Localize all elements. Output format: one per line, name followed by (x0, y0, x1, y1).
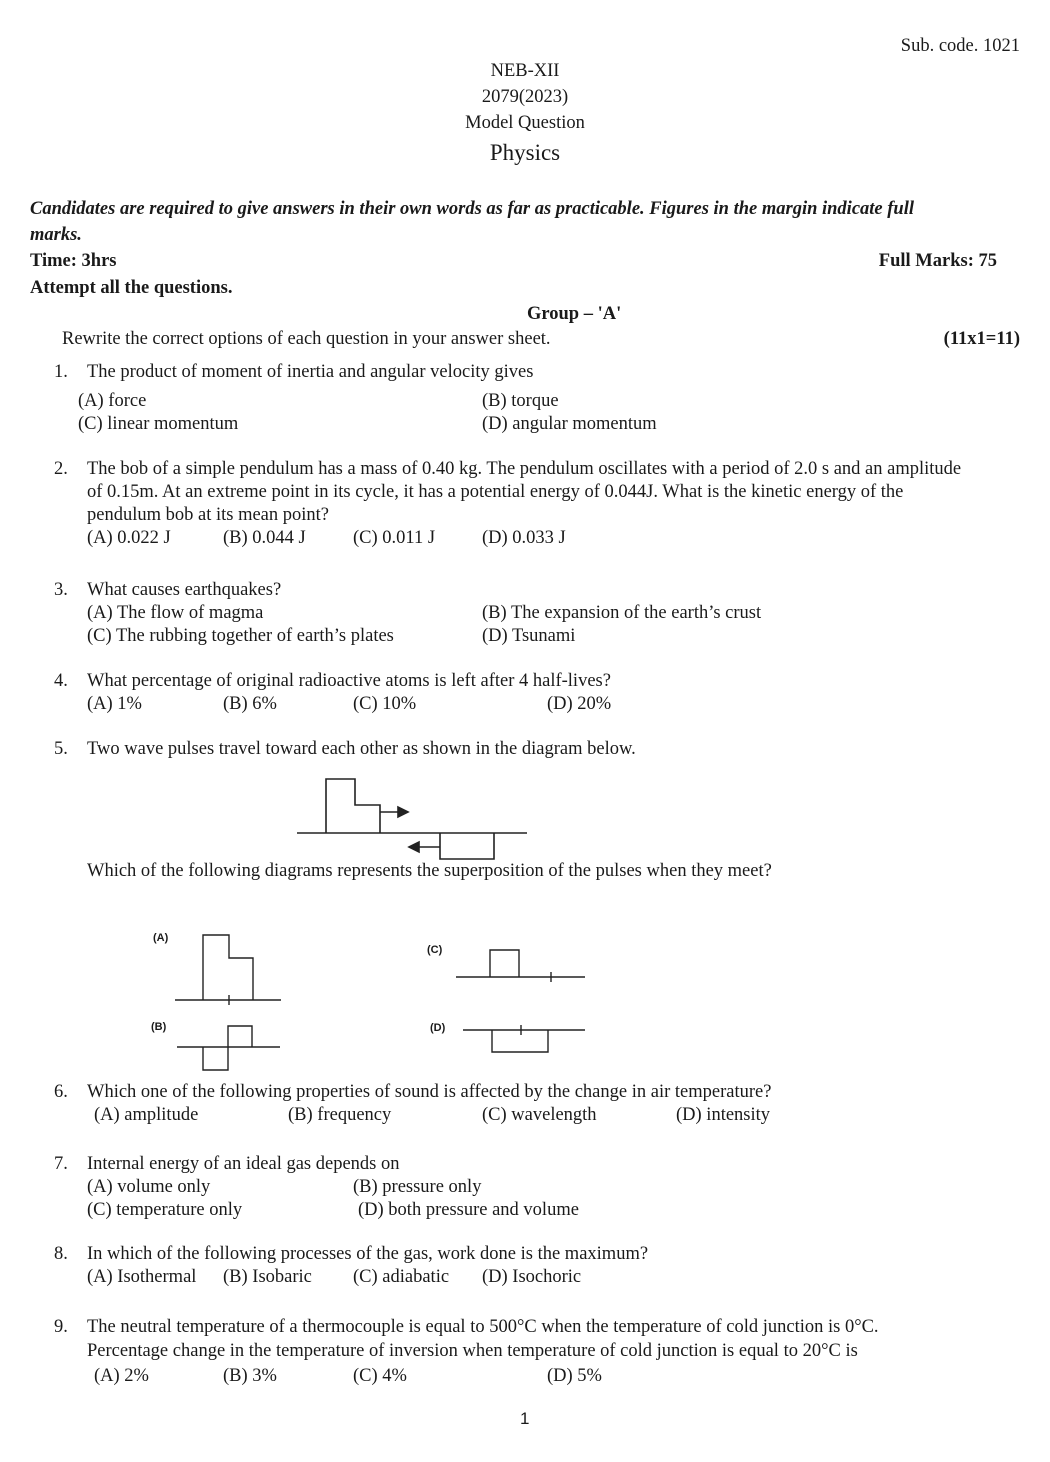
option-d: (D) Tsunami (482, 626, 576, 646)
question-text-line-3: pendulum bob at its mean point? (87, 505, 329, 525)
option-d: (D) 0.033 J (482, 528, 566, 548)
question-text: In which of the following processes of the gas, work done is the maximum? (87, 1244, 649, 1264)
option-b: (B) Isobaric (223, 1267, 312, 1287)
figure-label-d: (D) (430, 1022, 446, 1034)
question-number: 5. (54, 739, 68, 759)
group-title: Group – 'A' (527, 304, 622, 324)
option-c: (C) temperature only (87, 1200, 243, 1220)
question-text: Which one of the following properties of sound is affected by the change in air temperature? (87, 1082, 772, 1102)
option-b: (B) The expansion of the earth’s crust (482, 603, 762, 623)
figure-label-c: (C) (427, 944, 443, 956)
option-c: (C) 10% (353, 694, 417, 714)
option-c: (C) The rubbing together of earth’s plates (87, 626, 394, 646)
board-name: NEB-XII (490, 61, 560, 81)
exam-type: Model Question (465, 113, 585, 133)
subject-code: Sub. code. 1021 (900, 36, 1020, 56)
question-text-line-1: The neutral temperature of a thermocouple is equal to 500°C when the temperature of cold junction is 0°C. (87, 1317, 879, 1337)
question-number: 4. (54, 671, 68, 691)
question-text: What percentage of original radioactive atoms is left after 4 half-lives? (87, 671, 611, 691)
option-c: (C) 4% (353, 1366, 407, 1386)
option-c: (C) adiabatic (353, 1267, 450, 1287)
option-d: (D) intensity (676, 1105, 771, 1125)
question-number: 7. (54, 1154, 68, 1174)
question-text-line-1: The bob of a simple pendulum has a mass of 0.40 kg. The pendulum oscillates with a period of 2.0 s and an amplitude (87, 459, 962, 479)
question-text: What causes earthquakes? (87, 580, 282, 600)
instruction-line-1: Candidates are required to give answers in their own words as far as practicable. Figures in the margin indicate full (30, 199, 914, 219)
option-b: (B) pressure only (353, 1177, 482, 1197)
option-a: (A) Isothermal (87, 1267, 197, 1287)
page-title: Physics (489, 140, 561, 165)
option-c-pulse (490, 950, 519, 977)
question-text-line-2: Percentage change in the temperature of inversion when temperature of cold junction is equal to 20°C is (87, 1341, 858, 1361)
option-a: (A) force (78, 391, 147, 411)
option-b: (B) 0.044 J (223, 528, 306, 548)
option-b: (B) torque (482, 391, 559, 411)
question-number: 8. (54, 1244, 68, 1264)
option-a: (A) The flow of magma (87, 603, 264, 623)
option-d: (D) both pressure and volume (358, 1200, 579, 1220)
option-b-pulse (203, 1026, 252, 1070)
option-a: (A) 0.022 J (87, 528, 171, 548)
full-marks: Full Marks: 75 (878, 251, 997, 271)
question-number: 6. (54, 1082, 68, 1102)
option-c: (C) wavelength (482, 1105, 597, 1125)
question-text: Two wave pulses travel toward each other as shown in the diagram below. (87, 739, 636, 759)
figure-label-b: (B) (151, 1021, 167, 1033)
question-text-line-2: of 0.15m. At an extreme point in its cycle, it has a potential energy of 0.044J. What is the kinetic energy of the (87, 482, 904, 502)
question-subtext: Which of the following diagrams represents the superposition of the pulses when they meet? (87, 861, 772, 881)
question-number: 3. (54, 580, 68, 600)
instruction-line-2: marks. (30, 225, 82, 245)
option-c: (C) 0.011 J (353, 528, 436, 548)
question-number: 9. (54, 1317, 68, 1337)
question-number: 1. (54, 362, 68, 382)
option-a: (A) volume only (87, 1177, 211, 1197)
option-d: (D) angular momentum (482, 414, 657, 434)
option-a-pulse (203, 935, 253, 1000)
option-c: (C) linear momentum (78, 414, 239, 434)
question-text: Internal energy of an ideal gas depends on (87, 1154, 400, 1174)
exam-year: 2079(2023) (481, 87, 569, 107)
option-d: (D) Isochoric (482, 1267, 582, 1287)
option-b: (B) 6% (223, 694, 277, 714)
group-marks: (11x1=11) (943, 329, 1020, 349)
attempt-instruction: Attempt all the questions. (30, 278, 233, 298)
page-number: 1 (520, 1409, 530, 1428)
option-b: (B) frequency (288, 1105, 392, 1125)
option-a: (A) 1% (87, 694, 142, 714)
question-number: 2. (54, 459, 68, 479)
option-a: (A) 2% (94, 1366, 149, 1386)
exam-time: Time: 3hrs (30, 251, 117, 271)
figure-label-a: (A) (153, 932, 169, 944)
question-text: The product of moment of inertia and angular velocity gives (87, 362, 534, 382)
option-d: (D) 5% (547, 1366, 602, 1386)
option-d-pulse (492, 1030, 548, 1052)
option-d: (D) 20% (547, 694, 612, 714)
group-instruction: Rewrite the correct options of each question in your answer sheet. (62, 329, 551, 349)
option-b: (B) 3% (223, 1366, 277, 1386)
option-a: (A) amplitude (94, 1105, 199, 1125)
